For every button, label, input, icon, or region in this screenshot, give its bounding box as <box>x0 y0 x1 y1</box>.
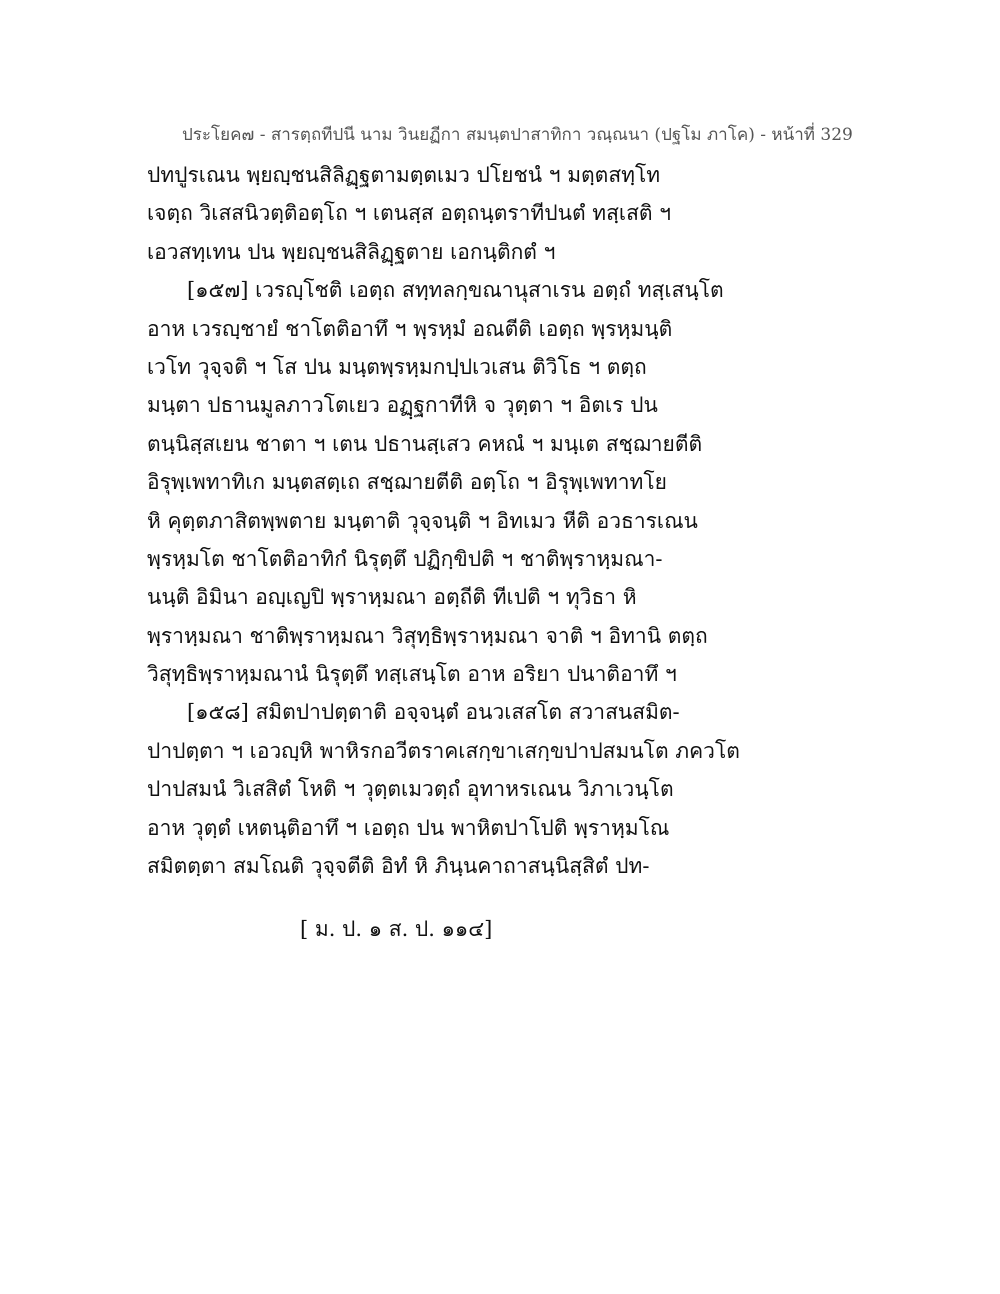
text-line: มนฺตา ปธานมูลภาวโตเยว อฏฺฐกาทีหิ จ วุตฺตา ฯ อิตเร ปน <box>147 393 658 418</box>
text-line: พฺราหฺมณา ชาติพฺราหฺมณา วิสุทฺธิพฺราหฺมณา จาติ ฯ อิทานิ ตตฺถ <box>147 623 708 648</box>
text-line: เจตฺถ วิเสสนิวตฺติอตฺโถ ฯ เตนสฺส อตฺถนฺตราทีปนตํ ทสฺเสติ ฯ <box>147 201 672 226</box>
text-line: นนฺติ อิมินา อญฺเญปิ พฺราหฺมณา อตฺถีติ ทีเปติ ฯ ทุวิธา หิ <box>147 585 637 610</box>
text-line: หิ คุตฺตภาสิตพฺพตาย มนฺตาติ วุจฺจนฺติ ฯ อิทเมว หีติ อวธารเณน <box>147 508 698 533</box>
page-reference: [ ม. ป. ๑ ส. ป. ๑๑๔] <box>300 917 493 941</box>
body-text <box>147 156 867 885</box>
text-line: ปาปตฺตา ฯ เอวญฺหิ พาหิรกอวีตราคเสกฺขาเสกฺขปาปสมนโต ภควโต <box>147 738 740 763</box>
text-line: วิสุทฺธิพฺราหฺมณานํ นิรุตฺตึ ทสฺเสนฺโต อาห อริยา ปนาติอาทึ ฯ <box>147 662 677 687</box>
text-line: อาห วุตฺตํ เหตนฺติอาทึ ฯ เอตฺถ ปน พาหิตปาโปติ พฺราหฺมโณ <box>147 815 670 840</box>
text-line: ปาปสมนํ วิเสสิตํ โหติ ฯ วุตฺตเมวตฺถํ อุทาหรเณน วิภาเวนฺโต <box>147 777 674 802</box>
page-header: ประโยค๗ - สารตฺถทีปนี นาม วินยฏีกา สมนฺตปาสาทิกา วณฺณนา (ปฐโม ภาโค) - หน้าที่ 329 <box>182 125 853 145</box>
text-line: พฺรหฺมโต ชาโตติอาทิกํ นิรุตฺตึ ปฏิกฺขิปติ ฯ ชาติพฺราหฺมณา- <box>147 546 663 571</box>
text-line: ตนฺนิสฺสเยน ชาตา ฯ เตน ปธานสฺเสว คหณํ ฯ มนฺเต สชฺฌายตีติ <box>147 431 703 456</box>
text-line: เวโท วุจฺจติ ฯ โส ปน มนฺตพฺรหฺมกปฺปเวเสน ติวิโธ ฯ ตตฺถ <box>147 354 647 379</box>
text-line: สมิตตฺตา สมโณติ วุจฺจตีติ อิทํ หิ ภินฺนคาถาสนฺนิสฺสิตํ ปท- <box>147 854 650 879</box>
text-line: อาห เวรญฺชายํ ชาโตติอาทึ ฯ พฺรหฺมํ อณตีติ เอตฺถ พฺรหฺมนฺติ <box>147 316 673 341</box>
text-line: อิรุพฺเพทาทิเก มนฺตสตฺเถ สชฺฌายตีติ อตฺโถ ฯ อิรุพฺเพทาทโย <box>147 470 667 495</box>
text-line: เอวสทฺเทน ปน พฺยญฺชนสิลิฏฺฐตาย เอกนฺติกตํ ฯ <box>147 239 556 264</box>
text-line: ปทปูรเณน พฺยญฺชนสิลิฏฺฐตามตฺตเมว ปโยชนํ ฯ มตฺตสทฺโท <box>147 163 661 187</box>
paragraph-start-157: [๑๕๗] เวรญฺโชติ เอตฺถ สทฺทลกฺขณานุสาเรน อตฺถํ ทสฺเสนฺโต <box>187 278 724 303</box>
paragraph-start-158: [๑๕๘] สมิตปาปตฺตาติ อจฺจนฺตํ อนวเสสโต สวาสนสมิต- <box>187 700 680 725</box>
